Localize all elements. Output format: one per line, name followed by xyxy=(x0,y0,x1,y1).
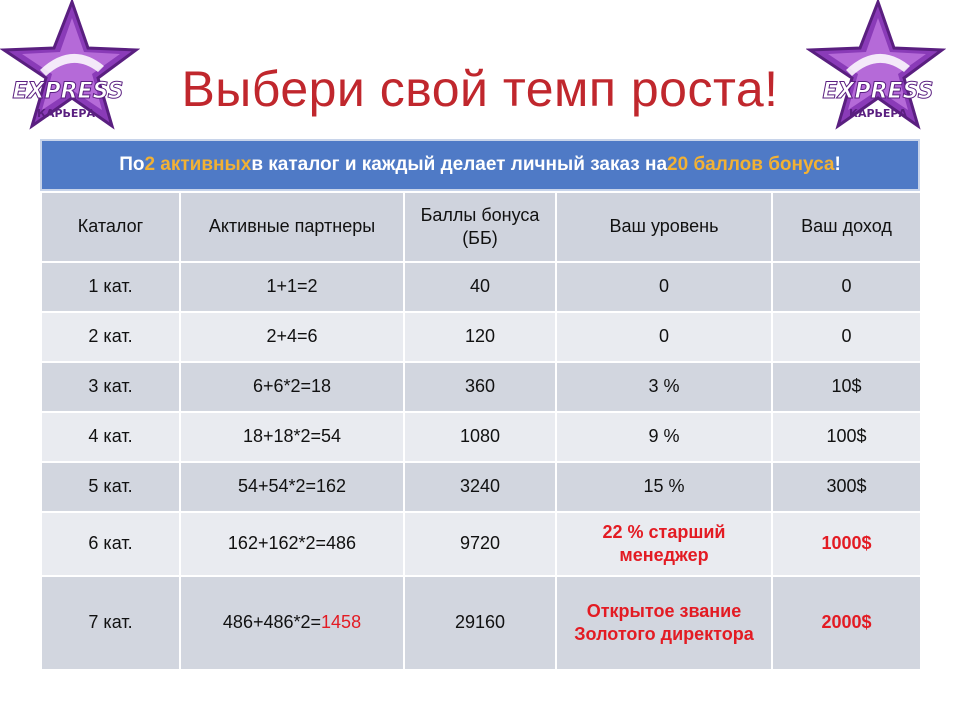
star-logo-icon xyxy=(806,0,946,132)
catalog-cell: 5 кат. xyxy=(41,462,180,512)
income-cell: 100$ xyxy=(772,412,921,462)
points-cell: 3240 xyxy=(404,462,556,512)
table-row xyxy=(41,362,921,412)
level-cell: 22 % старший менеджер xyxy=(556,512,772,576)
column-header-level: Ваш уровень xyxy=(556,192,772,262)
table-row xyxy=(41,462,921,512)
points-cell: 1080 xyxy=(404,412,556,462)
logo-brand-text: EXPRESS xyxy=(12,79,124,104)
catalog-cell: 4 кат. xyxy=(41,412,180,462)
partners-cell: 162+162*2=486 xyxy=(180,512,404,576)
points-cell: 40 xyxy=(404,262,556,312)
level-cell: 3 % xyxy=(556,362,772,412)
express-logo-right xyxy=(806,0,946,132)
partners-cell xyxy=(180,576,404,670)
income-cell: 0 xyxy=(772,262,921,312)
table-row xyxy=(41,262,921,312)
banner-text-2: в каталог и каждый делает личный заказ на xyxy=(251,154,668,175)
level-cell: 0 xyxy=(556,262,772,312)
logo-sub-text: КАРЬЕРА xyxy=(36,107,96,120)
banner-highlight-points: 20 баллов бонуса xyxy=(667,154,835,175)
banner-text-3: ! xyxy=(834,154,841,175)
growth-table xyxy=(40,191,922,671)
catalog-cell: 6 кат. xyxy=(41,512,180,576)
income-cell: 1000$ xyxy=(772,512,921,576)
express-logo-left xyxy=(0,0,140,132)
catalog-cell: 3 кат. xyxy=(41,362,180,412)
income-cell: 2000$ xyxy=(772,576,921,670)
partners-cell: 54+54*2=162 xyxy=(180,462,404,512)
partners-cell: 6+6*2=18 xyxy=(180,362,404,412)
star-logo-icon xyxy=(0,0,140,132)
partners-cell: 1+1=2 xyxy=(180,262,404,312)
income-cell: 0 xyxy=(772,312,921,362)
level-cell: 0 xyxy=(556,312,772,362)
level-cell: Открытое звание Золотого директора xyxy=(556,576,772,670)
table-banner xyxy=(40,139,920,191)
partners-highlight-total: 1458 xyxy=(321,612,362,633)
table-row xyxy=(41,312,921,362)
income-cell: 300$ xyxy=(772,462,921,512)
banner-text-1: По xyxy=(119,154,145,175)
column-header-points: Баллы бонуса (ББ) xyxy=(404,192,556,262)
logo-brand-text: EXPRESS xyxy=(822,79,934,104)
catalog-cell: 7 кат. xyxy=(41,576,180,670)
points-cell: 360 xyxy=(404,362,556,412)
catalog-cell: 2 кат. xyxy=(41,312,180,362)
column-header-catalog: Каталог xyxy=(41,192,180,262)
partners-cell: 18+18*2=54 xyxy=(180,412,404,462)
column-header-partners: Активные партнеры xyxy=(180,192,404,262)
table-row xyxy=(41,512,921,576)
table-row xyxy=(41,576,921,670)
points-cell: 9720 xyxy=(404,512,556,576)
income-cell: 10$ xyxy=(772,362,921,412)
level-cell: 15 % xyxy=(556,462,772,512)
partners-formula: 486+486*2= xyxy=(222,612,322,633)
level-cell: 9 % xyxy=(556,412,772,462)
page-title: Выбери свой темп роста! xyxy=(181,61,779,117)
catalog-cell: 1 кат. xyxy=(41,262,180,312)
growth-table-container xyxy=(40,139,920,671)
partners-cell: 2+4=6 xyxy=(180,312,404,362)
column-header-income: Ваш доход xyxy=(772,192,921,262)
logo-sub-text: КАРЬЕРА xyxy=(848,107,908,120)
table-header-row xyxy=(41,192,921,262)
points-cell: 29160 xyxy=(404,576,556,670)
points-cell: 120 xyxy=(404,312,556,362)
banner-highlight-active: 2 активных xyxy=(144,154,252,175)
table-row xyxy=(41,412,921,462)
